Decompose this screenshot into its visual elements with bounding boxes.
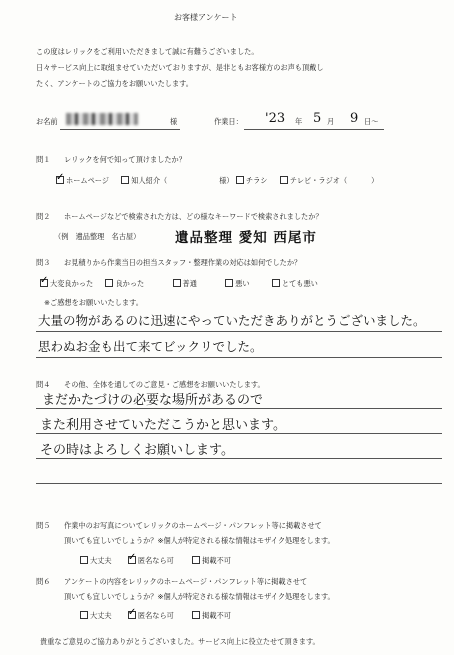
- q3-options: ✓大変良かった 良かった 普通 悪い とても悪い: [40, 279, 318, 289]
- q4-rule-4: [36, 483, 442, 484]
- q1-checkbox-homepage[interactable]: [56, 176, 64, 184]
- q2-text: ホームページなどで検索された方は、どの様なキーワードで検索されましたか？: [64, 212, 323, 221]
- name-suffix: 様: [170, 117, 178, 126]
- q5-label: 問５: [36, 521, 51, 530]
- q2-label: 問２: [36, 212, 51, 221]
- work-date-year-unit: 年: [295, 117, 303, 126]
- q6-checkbox-anonymous[interactable]: [128, 611, 136, 619]
- q4-answer-line-3: その時はよろしくお願いします。: [40, 443, 234, 458]
- intro-line-3: たく、アンケートのご協力をお願いいたします。: [36, 79, 193, 88]
- q3-checkbox-good[interactable]: [105, 279, 113, 287]
- q4-answer-line-2: また利用させていただこうかと思います。: [40, 418, 286, 433]
- q1-checkbox-tv-radio[interactable]: [280, 176, 288, 184]
- q3-answer-line-1: 大量の物があるのに迅速にやっていただきありがとうございました。: [38, 313, 426, 328]
- q3-rule-2: [36, 357, 442, 358]
- q3-checkbox-normal[interactable]: [173, 279, 181, 287]
- q2-example: （例 遺品整理 名古屋）: [54, 232, 141, 241]
- closing-text: 貴重なご意見のご協力ありがとうございました。サービス向上に役立たせて頂きます。: [40, 637, 320, 646]
- date-underline: [244, 129, 384, 130]
- q4-rule-1: [36, 408, 442, 409]
- work-date-label: 作業日：: [214, 117, 243, 126]
- q5-options: 大丈夫 ✓ 匿名なら可 掲載不可: [80, 556, 231, 566]
- q3-rule-1: [36, 331, 442, 332]
- q4-text: その他、全体を通してのご意見・ご感想をお願いいたします。: [64, 380, 265, 389]
- q5-checkbox-anonymous[interactable]: [128, 556, 136, 564]
- q1-label: 問１: [36, 155, 51, 164]
- q6-checkbox-ok[interactable]: [80, 611, 88, 619]
- q3-checkbox-very-good[interactable]: [40, 279, 48, 287]
- name-redacted: [66, 113, 138, 125]
- name-underline: [60, 129, 180, 130]
- q2-answer: 遺品整理 愛知 西尾市: [175, 230, 317, 246]
- q3-text: お見積りから作業当日の担当スタッフ・整理作業の対応は如何でしたか？: [64, 258, 302, 267]
- q3-checkbox-bad[interactable]: [225, 279, 233, 287]
- q5-checkbox-not-allowed[interactable]: [192, 556, 200, 564]
- work-date-month: 5: [313, 111, 322, 126]
- intro-line-2: 日々サービス向上に取組ませていただいておりますが、是非ともお客様方のお声も頂戴し: [36, 63, 324, 72]
- work-date-year: '23: [265, 111, 286, 126]
- q6-text-line-1: アンケートの内容をレリックのホームページ・パンフレット等に掲載させて: [64, 577, 308, 586]
- q6-checkbox-not-allowed[interactable]: [192, 611, 200, 619]
- work-date-month-unit: 月: [327, 117, 335, 126]
- q6-options: 大丈夫 ✓ 匿名なら可 掲載不可: [80, 611, 231, 621]
- q3-comment-prompt: ※ご感想をお願いいたします。: [44, 298, 143, 307]
- q1-checkbox-flyer[interactable]: [236, 176, 244, 184]
- name-label: お名前: [36, 117, 58, 126]
- q1-text: レリックを何で知って頂けましたか？: [64, 155, 186, 164]
- q5-text-line-2: 頂いても宜しいでしょうか？※個人が特定される様な情報はモザイク処理をします。: [64, 536, 335, 545]
- q4-rule-2: [36, 433, 442, 434]
- work-date-day-unit: 日～: [364, 117, 379, 126]
- q4-rule-3: [36, 458, 442, 459]
- q1-options: ✓ホームページ 知人紹介（ 様） チラシ テレビ・ラジオ（ ）: [56, 176, 378, 186]
- q5-checkbox-ok[interactable]: [80, 556, 88, 564]
- q6-text-line-2: 頂いても宜しいでしょうか？※個人が特定される様な情報はモザイク処理をします。: [64, 592, 335, 601]
- q3-label: 問３: [36, 258, 51, 267]
- q6-label: 問６: [36, 577, 51, 586]
- intro-line-1: この度はレリックをご利用いただきまして誠に有難うございました。: [36, 47, 259, 56]
- q4-answer-line-1: まだかたづけの必要な場所があるので: [42, 393, 264, 408]
- q3-answer-line-2: 思わぬお金も出て来てビックリでした。: [38, 339, 263, 354]
- page-title: お客様アンケート: [174, 13, 238, 22]
- q1-checkbox-referral[interactable]: [121, 176, 129, 184]
- q5-text-line-1: 作業中のお写真についてレリックのホームページ・パンフレット等に掲載させて: [64, 521, 322, 530]
- q3-checkbox-very-bad[interactable]: [272, 279, 280, 287]
- work-date-day: 9: [350, 111, 359, 126]
- q4-label: 問４: [36, 380, 51, 389]
